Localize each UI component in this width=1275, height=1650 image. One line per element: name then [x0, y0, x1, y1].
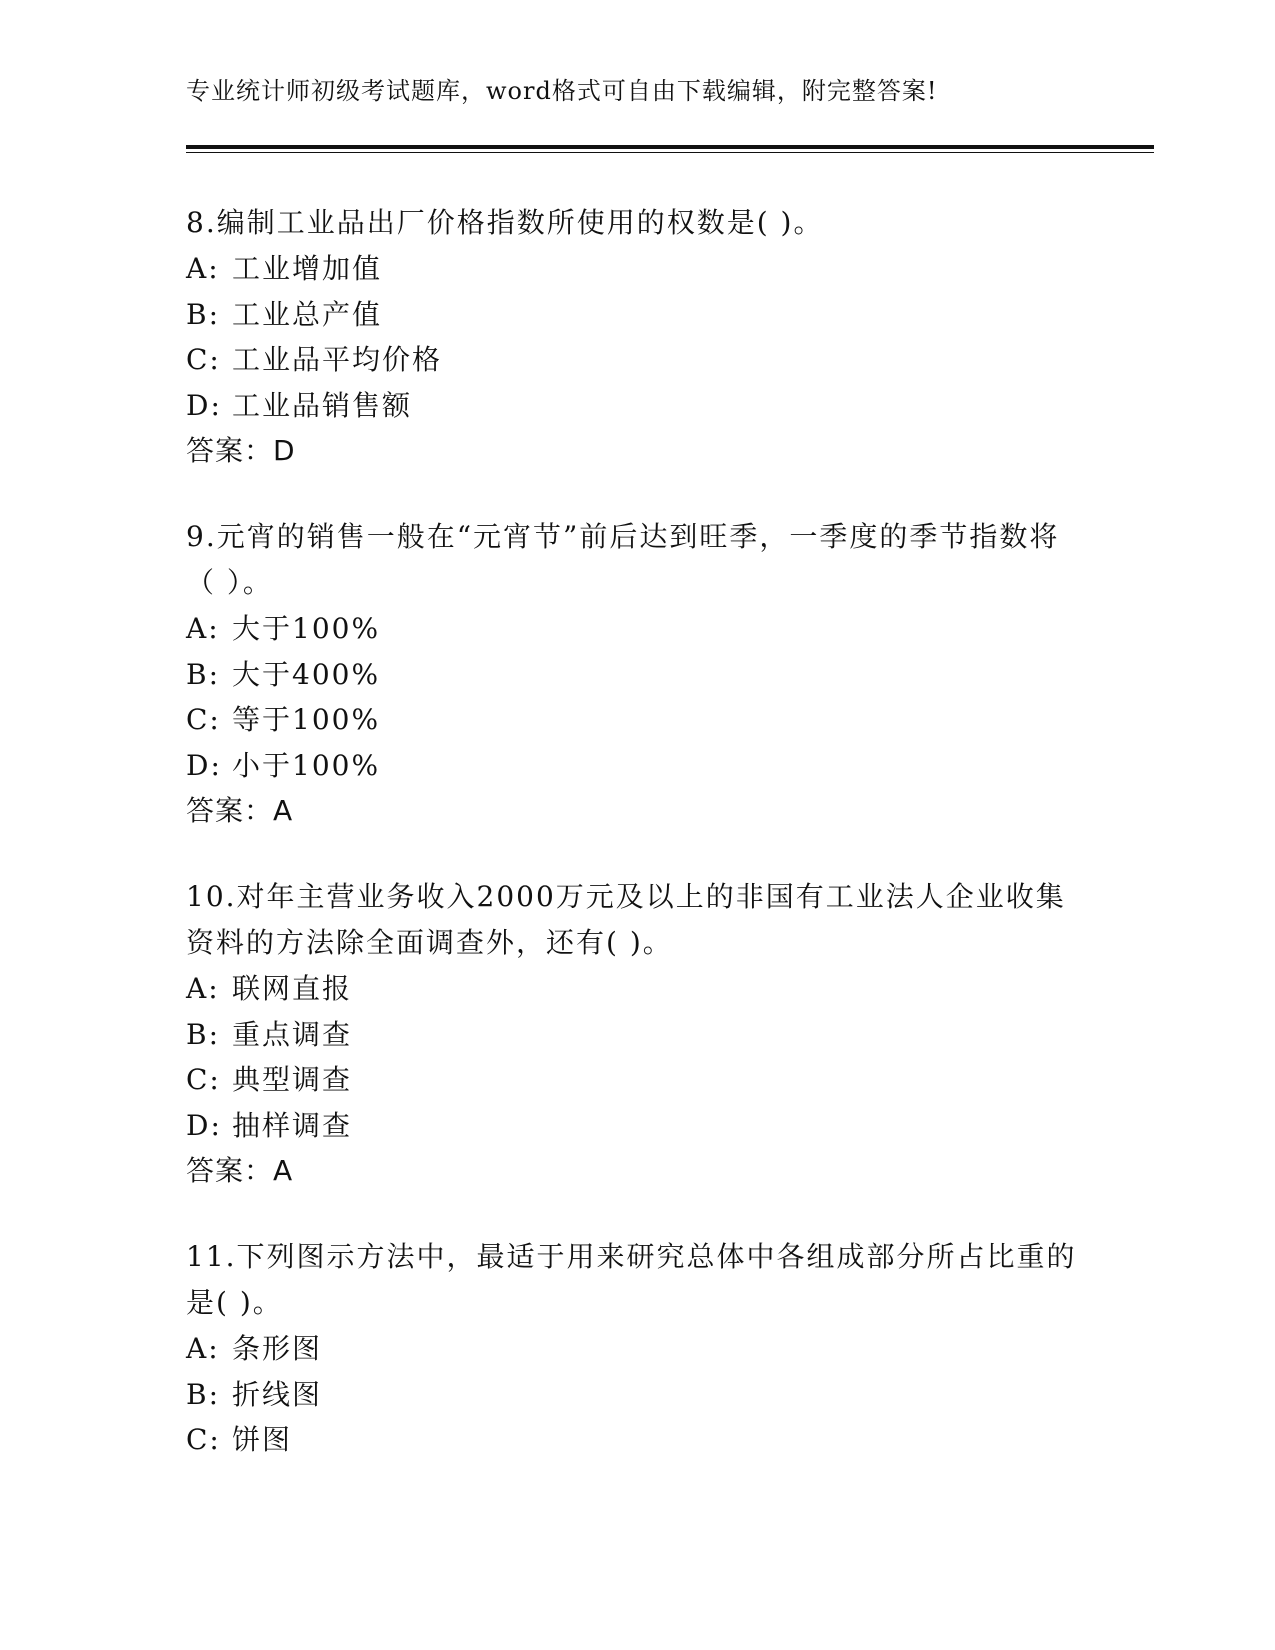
- question-list: [186, 200, 1086, 1463]
- page-header: 专业统计师初级考试题库，word格式可自由下载编辑，附完整答案!: [186, 77, 938, 105]
- question-stem: 9.元宵的销售一般在“元宵节”前后达到旺季，一季度的季节指数将（ ）。: [186, 520, 1060, 599]
- option-letter: B:: [186, 1377, 221, 1411]
- option-a: [186, 606, 1086, 652]
- option-letter: C:: [186, 703, 221, 736]
- header-rule-thin: [186, 152, 1154, 153]
- option-letter: A:: [186, 252, 220, 285]
- option-c: [186, 1417, 1086, 1463]
- option-c: [186, 697, 1086, 743]
- question-stem: 11.下列图示方法中，最适于用来研究总体中各组成部分所占比重的是( )。: [186, 1240, 1077, 1319]
- option-a: [186, 1326, 1086, 1372]
- question-10: [186, 874, 1086, 1194]
- option-letter: D:: [186, 748, 222, 782]
- option-d: [186, 1103, 1086, 1149]
- question-stem: 8.编制工业品出厂价格指数所使用的权数是( )。: [186, 206, 824, 239]
- option-letter: B:: [186, 297, 221, 331]
- option-text: 工业品销售额: [232, 388, 413, 422]
- option-b: [186, 652, 1086, 698]
- option-text: 工业增加值: [232, 252, 383, 285]
- option-text: 条形图: [232, 1332, 323, 1365]
- option-text: 大于100%: [232, 612, 381, 645]
- option-d: [186, 383, 1086, 429]
- option-letter: B:: [186, 657, 221, 691]
- option-c: [186, 337, 1086, 383]
- question-8: [186, 200, 1086, 474]
- option-b: [186, 292, 1086, 338]
- option-b: [186, 1012, 1086, 1058]
- header-rule-thick: [186, 145, 1154, 149]
- option-d: [186, 743, 1086, 789]
- option-text: 重点调查: [232, 1017, 353, 1051]
- option-text: 小于100%: [232, 748, 381, 782]
- option-letter: C:: [186, 1423, 221, 1456]
- option-letter: C:: [186, 343, 221, 376]
- option-letter: B:: [186, 1017, 221, 1051]
- option-text: 联网直报: [232, 972, 353, 1005]
- option-letter: D:: [186, 388, 222, 422]
- option-c: [186, 1057, 1086, 1103]
- question-stem: 10.对年主营业务收入2000万元及以上的非国有工业法人企业收集资料的方法除全面调查外，还有( )。: [186, 880, 1066, 959]
- option-letter: D:: [186, 1108, 222, 1142]
- option-letter: C:: [186, 1063, 221, 1096]
- option-text: 大于400%: [232, 657, 381, 691]
- option-text: 工业总产值: [232, 297, 383, 331]
- option-letter: A:: [186, 612, 220, 645]
- option-text: 等于100%: [232, 703, 381, 736]
- option-b: [186, 1372, 1086, 1418]
- option-text: 饼图: [232, 1423, 293, 1456]
- option-a: [186, 246, 1086, 292]
- answer-text: 答案：A: [186, 1154, 294, 1187]
- question-11: [186, 1234, 1086, 1463]
- answer-text: 答案：D: [186, 434, 296, 467]
- option-text: 工业品平均价格: [232, 343, 443, 376]
- answer-text: 答案：A: [186, 794, 294, 827]
- option-text: 抽样调查: [232, 1108, 353, 1142]
- option-letter: A:: [186, 972, 220, 1005]
- option-text: 折线图: [232, 1377, 323, 1411]
- question-9: [186, 514, 1086, 834]
- option-a: [186, 966, 1086, 1012]
- option-text: 典型调查: [232, 1063, 353, 1096]
- option-letter: A:: [186, 1332, 220, 1365]
